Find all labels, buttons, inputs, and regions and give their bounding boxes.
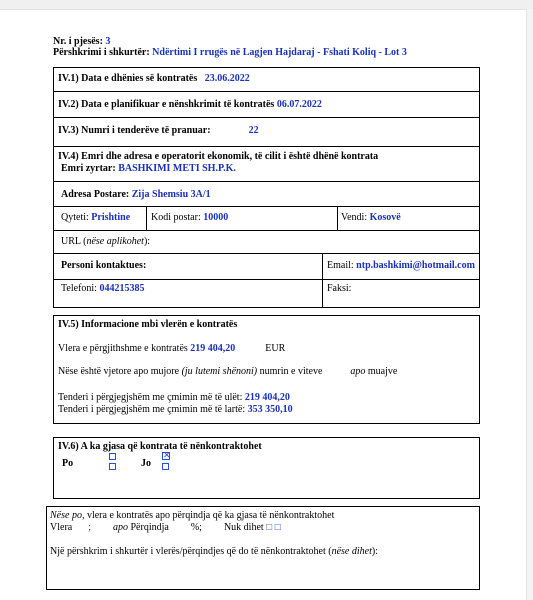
checkbox-jo[interactable] bbox=[162, 463, 169, 470]
postal-code: Kodi postar: 10000 bbox=[151, 212, 229, 223]
country: Vendi: Kosovë bbox=[341, 212, 401, 223]
tenders-received: IV.3) Numri i tenderëve të pranuar: 22 bbox=[58, 125, 259, 136]
fax: Faksi: bbox=[327, 283, 352, 294]
contract-award-date: IV.1) Data e dhënies së kontratës 23.06.2022 bbox=[58, 73, 250, 84]
operator-heading: IV.4) Emri dhe adresa e operatorit ekonomik, të cilit i është dhënë kontrata bbox=[58, 151, 379, 162]
short-description: Përshkrimi i shkurtër: Ndërtimi I rrugës në Lagjen Hajdaraj - Fshati Koliq - Lot 3 bbox=[53, 47, 407, 58]
url-field: URL (nëse aplikohet): bbox=[61, 236, 151, 247]
value-section-title: IV.5) Informacione mbi vlerën e kontratës bbox=[58, 319, 238, 330]
option-jo-label: Jo bbox=[141, 458, 151, 469]
subcontract-question: IV.6) A ka gjasa që kontrata të nënkontraktohet bbox=[58, 441, 262, 452]
part-number: Nr. i pjesës: 3 bbox=[53, 36, 111, 47]
viewer-top-strip bbox=[0, 0, 533, 10]
checkbox-po-upper[interactable] bbox=[109, 453, 116, 460]
phone: Telefoni: 044215385 bbox=[61, 283, 145, 294]
annual-monthly-note: Nëse është vjetore apo mujore (ju lutemi shënoni) numrin e viteve apo muajve bbox=[58, 366, 398, 377]
subcontract-condition: Nëse po, vlera e kontratës apo përqindja që ka gjasa të nënkontraktohet bbox=[50, 510, 335, 521]
option-po-label: Po bbox=[62, 458, 74, 469]
planned-signing-date: IV.2) Data e planifikuar e nënshkrimit të kontratës 06.07.2022 bbox=[58, 99, 322, 110]
highest-tender: Tenderi i përgjegjshëm me çmimin më të lartë: 353 350,10 bbox=[58, 404, 293, 415]
viewer-scrollbar[interactable] bbox=[526, 9, 533, 600]
total-contract-value: Vlera e përgjithshme e kontratës 219 404,20 EUR bbox=[58, 343, 286, 354]
subcontract-description: Një përshkrim i shkurtër i vlerës/përqindjes që do të nënkontraktohet (nëse dihet): bbox=[50, 546, 378, 557]
contact-person: Personi kontaktues: bbox=[61, 260, 147, 271]
official-name: Emri zyrtar: BASHKIMI METI SH.P.K. bbox=[61, 163, 236, 174]
email: Email: ntp.bashkimi@hotmail.com bbox=[327, 260, 475, 271]
subcontract-value-line: Vlera ; apo Përqindja %; Nuk dihet □ □ bbox=[50, 522, 281, 533]
postal-address: Adresa Postare: Zija Shemsiu 3A/1 bbox=[61, 189, 211, 200]
city: Qyteti: Prishtine bbox=[61, 212, 131, 223]
checkbox-jo-checked[interactable]: ✕ bbox=[163, 451, 171, 461]
checkbox-po[interactable] bbox=[109, 463, 116, 470]
lowest-tender: Tenderi i përgjegjshëm me çmimin më të ulët: 219 404,20 bbox=[58, 392, 290, 403]
